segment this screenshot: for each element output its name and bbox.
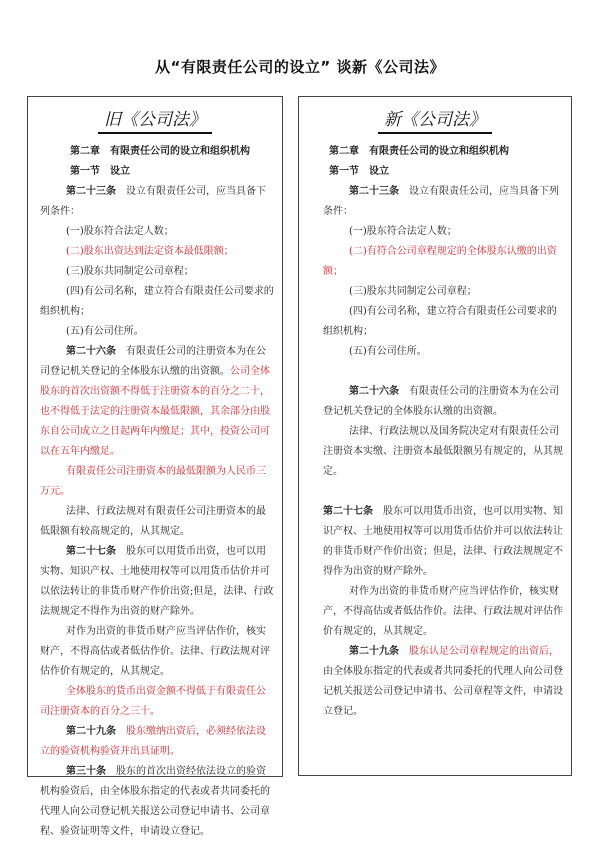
page-title: 从“有限责任公司的设立” 谈新《公司法》 — [155, 58, 445, 76]
article-27: 第二十七条 股东可以用货币出资，也可以用实物、知识产权、土地使用权等可以用货币估价并可以依法转让的非货币财产作价出资；但是，法律、行政法规规定不得作为出资的财产除外。 — [323, 506, 563, 577]
condition-2: (二)股东出资达到法定资本最低限额； — [66, 246, 234, 257]
condition-1: (一)股东符合法定人数； — [349, 226, 457, 237]
article-26: 第二十六条 有限责任公司的注册资本为在公司登记机关登记的全体股东认缴的出资额。公司全体股东的首次出资额不得低于注册资本的百分之二十，也不得低于法定的注册资本最低限额，其余部分由股东自公司成立之日起两年内缴足；其中，投资公司可以在五年内缴足。 — [40, 346, 270, 457]
article-29: 第二十九条 股东认足公司章程规定的出资后，由全体股东指定的代表或者共同委托的代理人向公司登记机关报送公司登记申请书、公司章程等文件，申请设立登记。 — [323, 646, 563, 717]
section-heading: 第一节 设立 — [329, 166, 389, 177]
condition-5: (五)有公司住所。 — [349, 346, 427, 357]
condition-2: (二)有符合公司章程规定的全体股东认缴的出资额； — [323, 246, 557, 277]
article-27-valuation: 对作为出资的非货币财产应当评估作价，核实财产，不得高估或者低估作价。法律、行政法规对评估作价有规定的，从其规定。 — [40, 626, 270, 677]
article-23: 第二十三条 设立有限责任公司，应当具备下列条件： — [323, 186, 559, 217]
new-law-body — [299, 134, 571, 722]
article-26: 第二十六条 有限责任公司的注册资本为在公司登记机关登记的全体股东认缴的出资额。 — [323, 386, 559, 417]
article-23: 第二十三条 设立有限责任公司，应当具备下列条件： — [40, 186, 266, 217]
condition-4: (四)有公司名称，建立符合有限责任公司要求的组织机构； — [323, 306, 557, 337]
condition-4: (四)有公司名称，建立符合有限责任公司要求的组织机构； — [40, 286, 274, 317]
condition-1: (一)股东符合法定人数； — [66, 226, 174, 237]
old-law-body — [28, 134, 282, 842]
article-26-law: 法律、行政法规对有限责任公司注册资本的最低限额有较高规定的，从其规定。 — [40, 506, 266, 537]
chapter-heading: 第二章 有限责任公司的设立和组织机构 — [70, 146, 250, 157]
old-law-heading: 旧《公司法》 — [28, 105, 282, 134]
article-26-law: 法律、行政法规以及国务院决定对有限责任公司注册资本实缴、注册资本最低限额另有规定的，从其规定。 — [323, 426, 563, 477]
article-26-minimum: 有限责任公司注册资本的最低限额为人民币三万元。 — [40, 466, 266, 497]
condition-3: (三)股东共同制定公司章程； — [66, 266, 194, 277]
condition-5: (五)有公司住所。 — [66, 326, 144, 337]
article-30: 第三十条 股东的首次出资经依法设立的验资机构验资后，由全体股东指定的代表或者共同委托的代理人向公司登记机关报送公司登记申请书、公司章程、验资证明等文件，申请设立登记。 — [40, 766, 270, 837]
section-heading: 第一节 设立 — [70, 166, 130, 177]
article-29: 第二十九条 股东缴纳出资后，必须经依法设立的验资机构验资并出具证明。 — [40, 726, 266, 757]
article-27-cash: 全体股东的货币出资金额不得低于有限责任公司注册资本的百分之三十。 — [40, 686, 266, 717]
article-27: 第二十七条 股东可以用货币出资，也可以用实物、知识产权、土地使用权等可以用货币估价并可以依法转让的非货币财产作价出资;但是，法律、行政法规规定不得作为出资的财产除外。 — [40, 546, 274, 617]
new-law-column — [298, 96, 572, 776]
chapter-heading: 第二章 有限责任公司的设立和组织机构 — [329, 146, 509, 157]
old-law-column — [27, 96, 283, 837]
new-law-heading: 新《公司法》 — [299, 105, 571, 134]
condition-3: (三)股东共同制定公司章程； — [349, 286, 477, 297]
article-27-valuation: 对作为出资的非货币财产应当评估作价，核实财产，不得高估或者低估作价。法律、行政法规对评估作价有规定的，从其规定。 — [323, 586, 563, 637]
